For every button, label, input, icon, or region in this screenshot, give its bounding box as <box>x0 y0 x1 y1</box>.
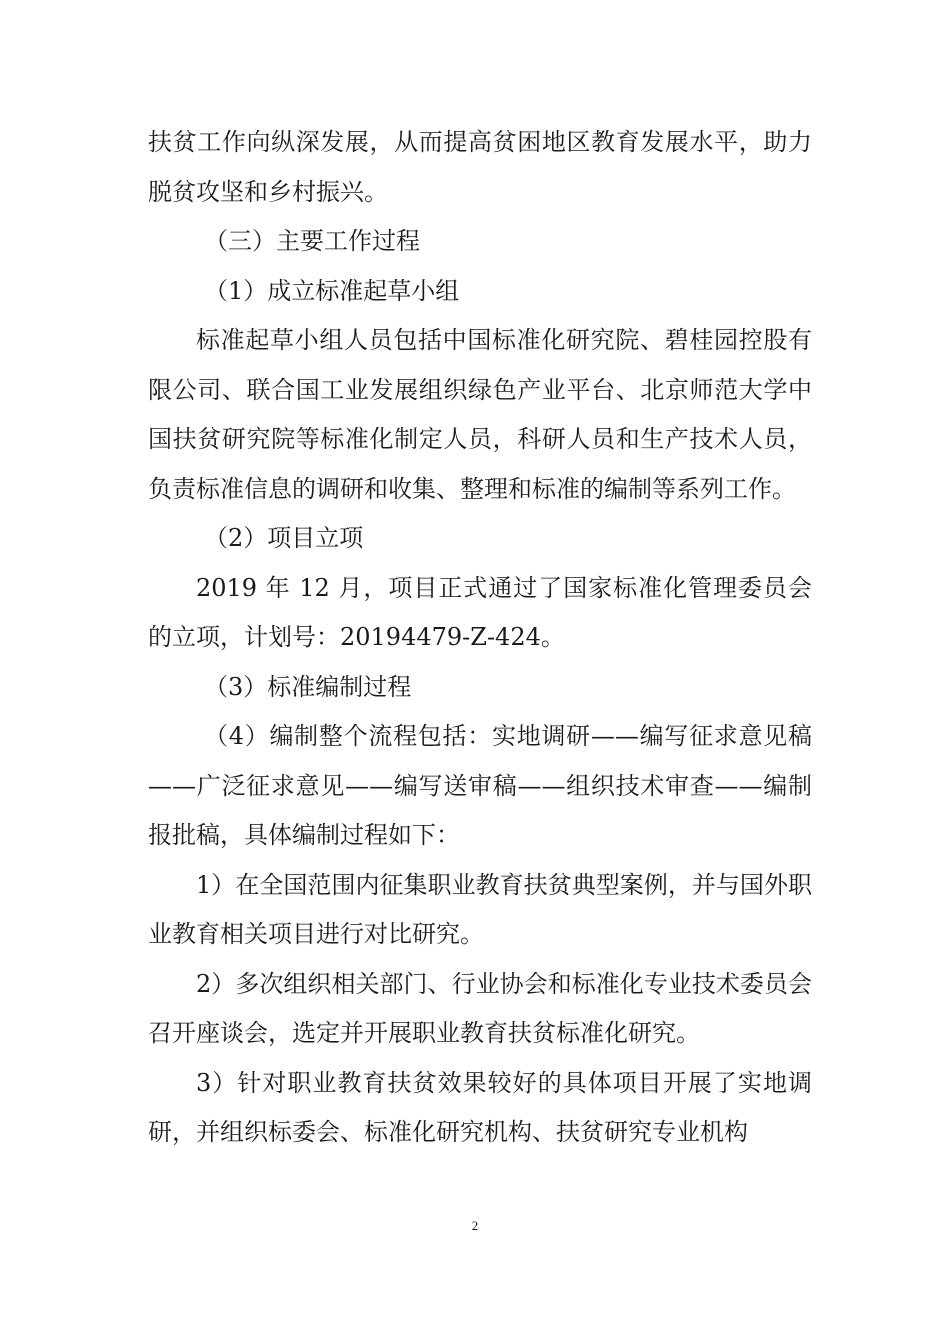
subheading-compilation-process: （3）标准编制过程 <box>204 672 412 701</box>
subheading-project-approval: （2）项目立项 <box>204 524 364 552</box>
document-body <box>148 118 812 1158</box>
list-item-step-3: 3）针对职业教育扶贫效果较好的具体项目开展了实地调研，并组织标委会、标准化研究机构、扶贫研究专业机构 <box>148 1068 812 1146</box>
list-item-step-2: 2）多次组织相关部门、行业协会和标准化专业技术委员会召开座谈会，选定并开展职业教育扶贫标准化研究。 <box>148 969 812 1047</box>
list-item-step-1: 1）在全国范围内征集职业教育扶贫典型案例，并与国外职业教育相关项目进行对比研究。 <box>148 870 812 948</box>
paragraph-project-approval: 2019 年 12 月，项目正式通过了国家标准化管理委员会的立项，计划号：20194479-Z-424。 <box>148 573 812 651</box>
paragraph-drafting-group: 标准起草小组人员包括中国标准化研究院、碧桂园控股有限公司、联合国工业发展组织绿色产业平台、北京师范大学中国扶贫研究院等标准化制定人员，科研人员和生产技术人员，负责标准信息的调研和收集、整理和标准的编制等系列工作。 <box>148 326 812 503</box>
paragraph-continuation: 扶贫工作向纵深发展，从而提高贫困地区教育发展水平，助力脱贫攻坚和乡村振兴。 <box>148 128 812 206</box>
subheading-drafting-group: （1）成立标准起草小组 <box>204 276 460 305</box>
page-number: 2 <box>471 1218 479 1233</box>
paragraph-compilation-flow: （4）编制整个流程包括：实地调研——编写征求意见稿——广泛征求意见——编写送审稿——组织技术审查——编制报批稿，具体编制过程如下： <box>148 722 812 849</box>
section-heading-main-process: （三）主要工作过程 <box>204 227 420 255</box>
